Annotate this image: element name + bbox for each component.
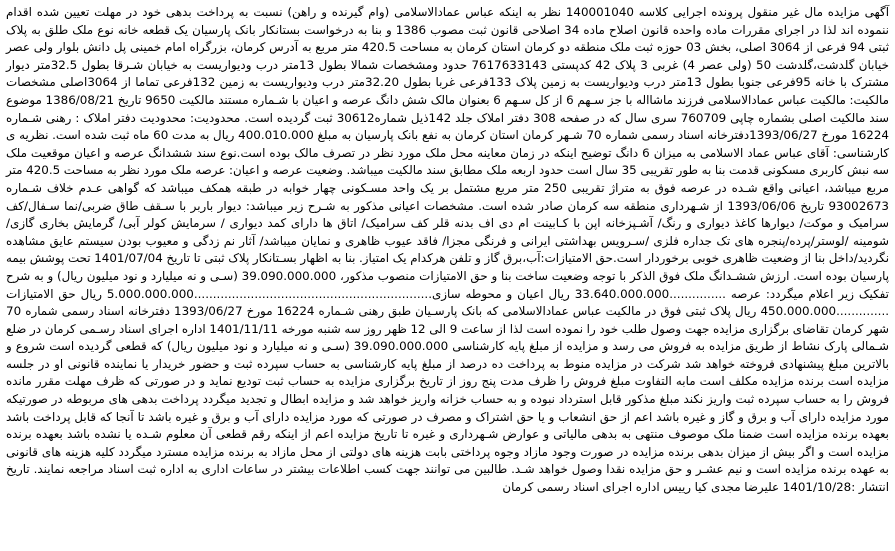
- notice-body-text: آگهی مزایده مال غیر منقول پرونده اجرایی کلاسه 140001040 نظر به اینکه عباس عمادالاسلامی (وام گیرنده و راهن) نسبت به پرداخت بدهی خود در مهلت تعیین شده اقدام ننموده اند لذا در اجرای مقررات ماده واحده قانون اصلاح ماده 34 اصلاحی قانون ثبت مصوب 1386 و بنا به درخواست بستانکار بانک پارسیان یک قطعه خانه نوع ملک طلق به پلاک ثبتی 94 فرعی از 3064 اصلی، بخش 03 حوزه ثبت ملک منطقه دو کرمان استان کرمان به مساحت 420.5 متر مربع به آدرس کرمان، بزرگراه امام خمینی پل دانش بلوار ولی عصر خیابان گلدشت،گلدشت 50 (ولی عصر 4) غربی 3 پلاک 42 کدپستی 7617633143 حدود ومشخصات شمالا بطول 13متر درب وديواريست به خيابان شـرقا بطول 32.5متر ديوار مشترک با خانه 95فرعی جنوبا بطول 13متر درب وديواريست به زمين پلاک 133فرعی غربا بطول 32.20متر درب وديواريست به زمين 132فرعی تماما از 3064اصلی مشخصات مالکيت: مالکيت عباس عمادالاسلامی فرزند ماشااله با جز سـهم 6 از کل سـهم 6 بعنوان مالک شش دانگ عرصه و اعيان با شـماره مستند مالکيت 9650 تاريخ 1386/08/21 موضوع سند مالکيت اصلی بشماره چاپی 760709 سری سال که در صفحه 308 دفتر املاک جلد 142ذيل شماره30612 ثبت گرديده است. محدوديت: محدوديت دفتر املاک : رهنی شـماره 16224 مورخ 1393/06/27دفترخانه اسناد رسمی شماره 70 شـهر کرمان استان کرمان به نفع بانک پارسيان به مبلغ 400.010.000 ريال به مدت 60 ماه ثبت شده است. نظريه ی کارشناسی: آقای عباس عماد الاسلامی به ميزان 6 دانگ توضيح اينکه در زمان معاينه محل ملک مورد نظر در تصرف مالک بوده است.نوع سند ششدانگ عرصه و اعيان موقعيت ملک سه نبش کاربری مسکونی قدمت بنا به طور تقريبی 35 سال است حدود اربعه ملک مطابق سند مالکيت ميباشد. وضعيت عرصه و اعيان: عرصه ملک مورد نظر به مساحت 420.5 متر مربع ميباشد، اعيانی واقع شـده در عرصه فوق به متراژ تقريبی 250 متر مربع مشتمل بر يک واحد مسـکونی چهار خوابه در طبقه همکف ميباشد که گواهی عـدم خلاف شـماره 93002673 تاريخ 1393/06/06 از شـهرداری منطقه سه کرمان صادر شده است. مشخصات اعيانی مذکور به شـرح زير ميباشد: ديوار باربر با سـقف طاق ضربی/نما سـفال/کف سراميک و موکت/ ديوارها کاغذ ديواری و رنگ/ آشـپزخانه اپن با کـابينت ام دی اف بدنه قلر کف سراميک/ اتاق ها دارای کمد ديواری / سرمايش کولر آبی/ گرمايش بخاری گازی/ شومينه /لوستر/پرده/پنجره های تک جداره فلزی /سـرويس بهداشتی ايرانی و فرنگی مجزا/ فاقد عيوب ظاهری و نمايان ميباشد/ آثار نم زدگی و معيوب بودن سيستم عايق مشاهده نگرديد/داخل بنا از وضعيت ظاهری خوبی برخوردار است.حق الامتيازات:آب،برق گاز و تلفن هرکدام يک امتياز. بنا به اظهار بسـتانکار پلاک ثبتی تا تاريخ 1401/07/04 تحت پوشش بيمه پارسيان بوده است. ارزش ششـدانگ ملک فوق الذکر با توجه وضعيت ساخت بنا و حق الامتيازات منصوب مذکور، 39.090.000.000 (سـی و نه ميليارد و نود ميليون ريال) و به شرح تفکيک زير اعلام ميگردد: عرصه ...............33.640.000.000 ريال اعيان و محوطه سازی...............................................................5.000.000.000 ريال حق الامتيازات ..............450.000.000 ريال پلاک ثبتی فوق در مالکيت عباس عمادالاسلامی که بانک پارسـيان طبق رهنی شـماره 16224 مورخ 1393/06/27 دفترخانه اسناد رسمی شماره 70 شهر کرمان تقاضای برگزاری مزايده جهت وصول طلب خود را نموده است لذا از ساعت 9 الی 12 ظهر روز سه شنبه مورخه 1401/11/11 اداره اجرای اسناد رسـمی کرمان در ضلع شـمالی پارک نشاط از طريق مزايده به فروش می رسد و مزايده از مبلغ پايه کارشناسی 39.090.000.000 (سـی و نه ميليارد و نود ميليون ريال) که قطعی گرديده است شروع و بالاترين مبلغ پيشنهادی فروخته خواهد شد شرکت در مزايده منوط به پرداخت ده درصد از مبلغ پايه کارشناسی به حساب سپرده ثبت و حضور خريدار يا نماينده قانونی او در جلسه مزايده است برنده مزايده مکلف است مابه التفاوت مبلغ فروش را ظرف مدت پنج روز از تاريخ برگزاری مزايده به حساب ثبت توديع نمايد و در صورتی که ظرف مهلت مقرر مانده فروش را به حساب سپرده ثبت واريز نکند مبلغ مذکور قابل استرداد نبوده و به حساب خزانه واريز خواهد شد و مزايده ابطال و تجديد ميگردد پرداخت بدهی های مربوطه در صورتيکه مورد مزايده دارای آب و برق و گاز و غيره باشد اعم از حق انشعاب و يا حق اشتراک و مصرف در صورتی که مورد مزايده دارای آب و برق و غيره باشد تا آنجا که قابل پرداخت باشد بعهده برنده مزايده است ضمنا ملک موصوف منتهی به بدهی مالياتی و عوارض شـهرداری و غيره تا تاريخ مزايده اعم از اينکه رقم قطعی آن معلوم شـده يا نشده باشد بعهده برنده مزايده است و اگر بيش از ميزان بدهی برنده مزايده در صورت وجود مازاد وجوه پرداختی بابت هزينه های دولتی از محل مازاد به برنده مزايده مسترد ميگردد کليه هزينه های قانونی به عهده برنده مزايده است و نيم عشـر و حق مزايده نقدا وصول خواهد شـد. طالبين می توانند جهت کسب اطلاعات بيشتر در ساعات اداری به اداره ثبت اسناد مراجعه نمايند. تاريخ انتشار :1401/10/28 عليرضا مجدی کيا رييس اداره اجرای اسناد رسمی کرمان: [6, 5, 890, 495]
